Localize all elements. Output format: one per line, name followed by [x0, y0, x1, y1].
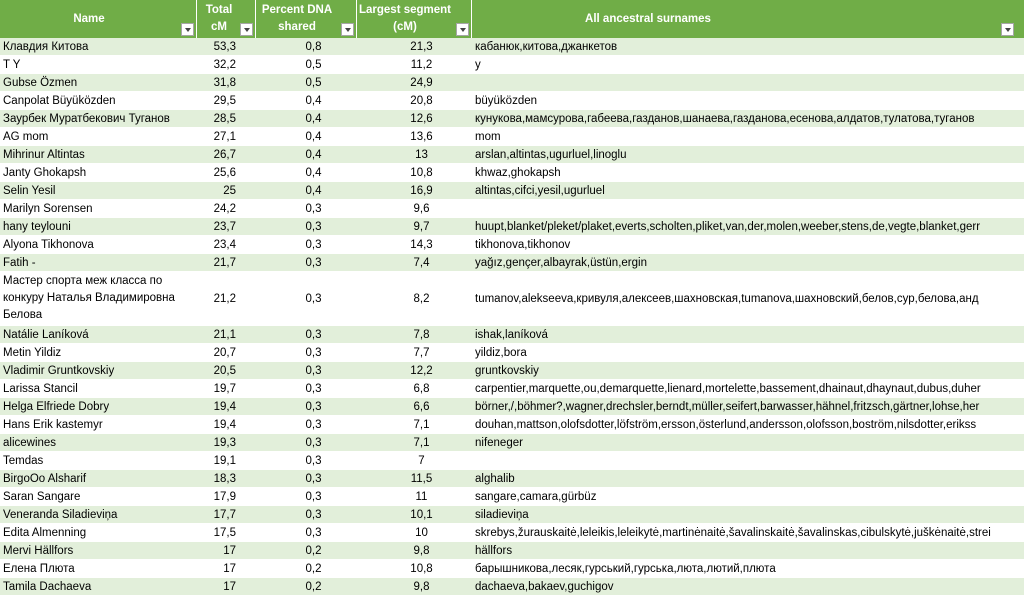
- cell-surnames[interactable]: büyüközden: [475, 94, 538, 107]
- cell-surnames[interactable]: кабанюк,китова,джанкетов: [475, 40, 618, 53]
- cell-spacer[interactable]: [241, 326, 256, 343]
- header-percent: [256, 0, 357, 38]
- cell-name[interactable]: Fatih -: [3, 256, 36, 269]
- table-row[interactable]: [0, 92, 1024, 110]
- cell-segment[interactable]: 12,2: [410, 364, 433, 377]
- cell-name[interactable]: hany teylouni: [3, 220, 71, 233]
- table-row[interactable]: [0, 434, 1024, 452]
- cell-surnames[interactable]: yağız,gençer,albayrak,üstün,ergin: [475, 256, 647, 269]
- cell-segment[interactable]: 16,9: [410, 184, 433, 197]
- cell-segment[interactable]: 7,8: [413, 328, 430, 341]
- cell-spacer[interactable]: [241, 182, 256, 199]
- cell-surnames[interactable]: tikhonova,tikhonov: [475, 238, 571, 251]
- cell-spacer[interactable]: [241, 218, 256, 235]
- table-row[interactable]: [0, 470, 1024, 488]
- cell-spacer[interactable]: [241, 146, 256, 163]
- table-row[interactable]: [0, 110, 1024, 128]
- cell-total-cm[interactable]: 17,9: [213, 490, 236, 503]
- cell-total-cm[interactable]: 24,2: [213, 202, 236, 215]
- cell-name[interactable]: Larissa Stancil: [3, 382, 78, 395]
- header-row: [0, 0, 1024, 38]
- cell-surnames[interactable]: ishak,laníková: [475, 328, 548, 341]
- cell-percent[interactable]: 0,3: [305, 454, 322, 467]
- cell-total-cm[interactable]: 19,7: [213, 382, 236, 395]
- table-row[interactable]: [0, 272, 1024, 326]
- table-row[interactable]: [0, 416, 1024, 434]
- cell-spacer[interactable]: [241, 254, 256, 271]
- cell-total-cm[interactable]: 31,8: [213, 76, 236, 89]
- cell-segment[interactable]: 7,1: [413, 418, 430, 431]
- cell-name[interactable]: Елена Плюта: [3, 562, 75, 575]
- cell-name[interactable]: Natálie Laníková: [3, 328, 89, 341]
- cell-name[interactable]: Mihrinur Altintas: [3, 148, 85, 161]
- table-row[interactable]: [0, 56, 1024, 74]
- cell-surnames[interactable]: huupt,blanket/pleket/plaket,everts,scholten,pliket,van,der,molen,weeber,stens,de,vegte,blanket,gerr: [475, 220, 981, 233]
- table-row[interactable]: [0, 506, 1024, 524]
- cell-surnames[interactable]: alghalib: [475, 472, 515, 485]
- cell-segment[interactable]: 7,4: [413, 256, 430, 269]
- cell-surnames[interactable]: altintas,cifci,yesil,ugurluel: [475, 184, 605, 197]
- cell-segment[interactable]: 11,5: [410, 472, 433, 485]
- cell-percent[interactable]: 0,3: [305, 292, 322, 305]
- cell-spacer[interactable]: [241, 236, 256, 253]
- cell-surnames[interactable]: börner,/,böhmer?,wagner,drechsler,berndt,müller,seifert,barwasser,hähnel,fritzsch,gärtner,lohse,her: [475, 400, 980, 413]
- cell-spacer[interactable]: [241, 92, 256, 109]
- cell-segment[interactable]: 10,8: [410, 562, 433, 575]
- header-name-label: Name: [73, 13, 105, 25]
- cell-surnames[interactable]: skrebys,žurauskaitė,leleikis,leleikytė,martinėnaitė,šavalinskaitė,šavalinskas,cibulskytė,juškėnaitė,strei: [475, 526, 991, 539]
- cell-percent[interactable]: 0,2: [305, 580, 322, 593]
- header-name: [0, 0, 197, 38]
- cell-spacer[interactable]: [241, 398, 256, 415]
- cell-name[interactable]: Marilyn Sorensen: [3, 202, 93, 215]
- cell-spacer[interactable]: [241, 164, 256, 181]
- cell-segment[interactable]: 10: [415, 526, 428, 539]
- cell-surnames[interactable]: y: [475, 58, 481, 71]
- cell-percent[interactable]: 0,3: [305, 238, 322, 251]
- cell-spacer[interactable]: [241, 470, 256, 487]
- cell-spacer[interactable]: [241, 452, 256, 469]
- header-total-cm-label: Total cM: [205, 4, 233, 33]
- cell-spacer[interactable]: [241, 362, 256, 379]
- filter-dropdown-segment-icon[interactable]: [456, 23, 469, 36]
- cell-total-cm[interactable]: 19,4: [213, 418, 236, 431]
- table-row[interactable]: [0, 254, 1024, 272]
- cell-percent[interactable]: 0,5: [305, 76, 322, 89]
- cell-surnames[interactable]: tumanov,alekseeva,кривуля,алексеев,шахновская,tumanova,шахновский,белов,сур,белова,анд: [475, 292, 979, 305]
- table-row[interactable]: [0, 362, 1024, 380]
- cell-segment[interactable]: 6,6: [413, 400, 430, 413]
- filter-dropdown-percent-icon[interactable]: [341, 23, 354, 36]
- cell-surnames[interactable]: dachaeva,bakaev,guchigov: [475, 580, 614, 593]
- cell-spacer[interactable]: [241, 56, 256, 73]
- cell-percent[interactable]: 0,3: [305, 328, 322, 341]
- cell-total-cm[interactable]: 19,4: [213, 400, 236, 413]
- cell-segment[interactable]: 10,1: [410, 508, 433, 521]
- table-row[interactable]: [0, 452, 1024, 470]
- cell-name[interactable]: BirgoOo Alsharif: [3, 472, 87, 485]
- filter-dropdown-total-cm-icon[interactable]: [240, 23, 253, 36]
- cell-surnames[interactable]: yildiz,bora: [475, 346, 527, 359]
- cell-segment[interactable]: 24,9: [410, 76, 433, 89]
- cell-segment[interactable]: 9,7: [413, 220, 430, 233]
- cell-total-cm[interactable]: 17: [223, 544, 236, 557]
- cell-segment[interactable]: 8,2: [413, 292, 430, 305]
- cell-name[interactable]: Mervi Hällfors: [3, 544, 74, 557]
- table-row[interactable]: [0, 74, 1024, 92]
- cell-surnames[interactable]: arslan,altintas,ugurluel,linoglu: [475, 148, 627, 161]
- cell-percent[interactable]: 0,4: [305, 166, 322, 179]
- cell-segment[interactable]: 11: [415, 490, 428, 503]
- cell-percent[interactable]: 0,5: [305, 58, 322, 71]
- table-row[interactable]: [0, 182, 1024, 200]
- cell-total-cm[interactable]: 19,1: [213, 454, 236, 467]
- cell-segment[interactable]: 7: [418, 454, 425, 467]
- cell-percent[interactable]: 0,4: [305, 184, 322, 197]
- cell-spacer[interactable]: [241, 560, 256, 577]
- cell-name[interactable]: Заурбек Муратбекович Туганов: [3, 112, 170, 125]
- table-row[interactable]: [0, 542, 1024, 560]
- table-row[interactable]: [0, 344, 1024, 362]
- table-row[interactable]: [0, 38, 1024, 56]
- cell-percent[interactable]: 0,2: [305, 544, 322, 557]
- cell-spacer[interactable]: [241, 272, 256, 325]
- header-segment-label: Largest segment (cM): [358, 4, 452, 33]
- cell-surnames[interactable]: барышникова,лесяк,гурський,гурська,люта,лютий,плюта: [475, 562, 776, 575]
- cell-name[interactable]: Клавдия Китова: [3, 40, 89, 53]
- cell-name[interactable]: Saran Sangare: [3, 490, 81, 503]
- cell-spacer[interactable]: [241, 38, 256, 55]
- cell-segment[interactable]: 7,1: [413, 436, 430, 449]
- cell-total-cm[interactable]: 21,2: [213, 292, 236, 305]
- cell-total-cm[interactable]: 17: [223, 580, 236, 593]
- cell-name[interactable]: Hans Erik kastemyr: [3, 418, 103, 431]
- header-surnames: [472, 0, 1024, 38]
- cell-total-cm[interactable]: 25: [223, 184, 236, 197]
- cell-surnames[interactable]: [472, 200, 1024, 217]
- cell-total-cm[interactable]: 29,5: [213, 94, 236, 107]
- cell-name[interactable]: Veneranda Siladieviņa: [3, 508, 118, 521]
- table-row[interactable]: [0, 146, 1024, 164]
- table-row[interactable]: [0, 164, 1024, 182]
- cell-total-cm[interactable]: 23,7: [213, 220, 236, 233]
- cell-name[interactable]: Helga Elfriede Dobry: [3, 400, 110, 413]
- cell-spacer[interactable]: [241, 434, 256, 451]
- cell-percent[interactable]: 0,3: [305, 346, 322, 359]
- cell-total-cm[interactable]: 17: [223, 562, 236, 575]
- cell-name[interactable]: Edita Almenning: [3, 526, 87, 539]
- cell-percent[interactable]: 0,4: [305, 112, 322, 125]
- cell-segment[interactable]: 12,6: [410, 112, 433, 125]
- cell-spacer[interactable]: [241, 110, 256, 127]
- cell-percent[interactable]: 0,4: [305, 148, 322, 161]
- cell-surnames[interactable]: nifeneger: [475, 436, 523, 449]
- cell-spacer[interactable]: [241, 578, 256, 595]
- cell-name[interactable]: Canpolat Büyüközden: [3, 94, 116, 107]
- cell-name[interactable]: Мастер спорта меж класса по конкуру Наталья Владимировна Белова: [3, 275, 175, 321]
- cell-percent[interactable]: 0,3: [305, 472, 322, 485]
- cell-percent[interactable]: 0,2: [305, 562, 322, 575]
- table-row[interactable]: [0, 488, 1024, 506]
- filter-dropdown-name-icon[interactable]: [181, 23, 194, 36]
- cell-spacer[interactable]: [241, 542, 256, 559]
- table-row[interactable]: [0, 578, 1024, 596]
- cell-surnames[interactable]: carpentier,marquette,ou,demarquette,lienard,mortelette,bassement,dhainaut,dhaynaut,dubus,duher: [475, 382, 981, 395]
- header-total-cm: [197, 0, 256, 38]
- cell-name[interactable]: Tamila Dachaeva: [3, 580, 92, 593]
- cell-surnames[interactable]: khwaz,ghokapsh: [475, 166, 561, 179]
- cell-total-cm[interactable]: 20,5: [213, 364, 236, 377]
- cell-name[interactable]: Vladimir Gruntkovskiy: [3, 364, 115, 377]
- cell-segment[interactable]: 9,8: [413, 544, 430, 557]
- table-row[interactable]: [0, 128, 1024, 146]
- cell-percent[interactable]: 0,4: [305, 94, 322, 107]
- cell-spacer[interactable]: [241, 344, 256, 361]
- cell-total-cm[interactable]: 28,5: [213, 112, 236, 125]
- cell-percent[interactable]: 0,3: [305, 490, 322, 503]
- cell-spacer[interactable]: [241, 506, 256, 523]
- cell-percent[interactable]: 0,8: [305, 40, 322, 53]
- cell-percent[interactable]: 0,3: [305, 220, 322, 233]
- cell-segment[interactable]: 10,8: [410, 166, 433, 179]
- table-body: [0, 38, 1024, 596]
- filter-dropdown-surnames-icon[interactable]: [1001, 23, 1014, 36]
- cell-name[interactable]: Alyona Tikhonova: [3, 238, 94, 251]
- cell-percent[interactable]: 0,3: [305, 436, 322, 449]
- cell-percent[interactable]: 0,3: [305, 256, 322, 269]
- header-percent-label: Percent DNA shared: [261, 4, 333, 33]
- table-row[interactable]: [0, 218, 1024, 236]
- cell-total-cm[interactable]: 23,4: [213, 238, 236, 251]
- cell-spacer[interactable]: [241, 74, 256, 91]
- cell-segment[interactable]: 13,6: [410, 130, 433, 143]
- cell-percent[interactable]: 0,3: [305, 400, 322, 413]
- cell-name[interactable]: AG mom: [3, 130, 49, 143]
- cell-total-cm[interactable]: 17,5: [213, 526, 236, 539]
- cell-total-cm[interactable]: 32,2: [213, 58, 236, 71]
- table-row[interactable]: [0, 236, 1024, 254]
- cell-segment[interactable]: 6,8: [413, 382, 430, 395]
- cell-segment[interactable]: 9,6: [413, 202, 430, 215]
- cell-spacer[interactable]: [241, 488, 256, 505]
- cell-surnames[interactable]: mom: [475, 130, 501, 143]
- cell-segment[interactable]: 20,8: [410, 94, 433, 107]
- table-row[interactable]: [0, 560, 1024, 578]
- cell-spacer[interactable]: [241, 524, 256, 541]
- cell-segment[interactable]: 9,8: [413, 580, 430, 593]
- cell-surnames[interactable]: [472, 74, 1024, 91]
- cell-total-cm[interactable]: 27,1: [213, 130, 236, 143]
- cell-surnames[interactable]: кунукова,мамсурова,габеева,газданов,шанаева,газданова,есенова,алдатов,тулатова,туганов: [475, 112, 975, 125]
- cell-spacer[interactable]: [241, 128, 256, 145]
- cell-total-cm[interactable]: 18,3: [213, 472, 236, 485]
- cell-name[interactable]: alicewines: [3, 436, 57, 449]
- cell-spacer[interactable]: [241, 416, 256, 433]
- cell-total-cm[interactable]: 26,7: [213, 148, 236, 161]
- header-surnames-label: All ancestral surnames: [585, 13, 711, 25]
- cell-surnames[interactable]: siladieviņa: [475, 508, 529, 521]
- cell-name[interactable]: Janty Ghokapsh: [3, 166, 87, 179]
- table-row[interactable]: [0, 380, 1024, 398]
- cell-name[interactable]: Temdas: [3, 454, 44, 467]
- cell-percent[interactable]: 0,4: [305, 130, 322, 143]
- cell-spacer[interactable]: [241, 380, 256, 397]
- cell-name[interactable]: T Y: [3, 58, 21, 71]
- table-row[interactable]: [0, 524, 1024, 542]
- cell-percent[interactable]: 0,3: [305, 418, 322, 431]
- cell-segment[interactable]: 7,7: [413, 346, 430, 359]
- cell-surnames[interactable]: hällfors: [475, 544, 513, 557]
- cell-percent[interactable]: 0,3: [305, 526, 322, 539]
- table-row[interactable]: [0, 200, 1024, 218]
- cell-percent[interactable]: 0,3: [305, 364, 322, 377]
- cell-surnames[interactable]: douhan,mattson,olofsdotter,löfström,ersson,österlund,andersson,olofsson,boström,nilsdotter,erikss: [475, 418, 977, 431]
- cell-total-cm[interactable]: 53,3: [213, 40, 236, 53]
- table-row[interactable]: [0, 326, 1024, 344]
- cell-percent[interactable]: 0,3: [305, 382, 322, 395]
- table-row[interactable]: [0, 398, 1024, 416]
- cell-segment[interactable]: 14,3: [410, 238, 433, 251]
- cell-name[interactable]: Metin Yildiz: [3, 346, 62, 359]
- cell-surnames[interactable]: sangare,camara,gürbüz: [475, 490, 597, 503]
- cell-total-cm[interactable]: 21,1: [213, 328, 236, 341]
- header-segment: [357, 0, 472, 38]
- cell-total-cm[interactable]: 21,7: [213, 256, 236, 269]
- cell-segment[interactable]: 11,2: [410, 58, 433, 71]
- cell-total-cm[interactable]: 17,7: [213, 508, 236, 521]
- cell-total-cm[interactable]: 20,7: [213, 346, 236, 359]
- cell-percent[interactable]: 0,3: [305, 202, 322, 215]
- cell-name[interactable]: Selin Yesil: [3, 184, 56, 197]
- cell-surnames[interactable]: gruntkovskiy: [475, 364, 539, 377]
- cell-total-cm[interactable]: 19,3: [213, 436, 236, 449]
- cell-name[interactable]: Gubse Özmen: [3, 76, 78, 89]
- cell-spacer[interactable]: [241, 200, 256, 217]
- cell-segment[interactable]: 21,3: [410, 40, 433, 53]
- cell-percent[interactable]: 0,3: [305, 508, 322, 521]
- cell-surnames[interactable]: [472, 452, 1024, 469]
- cell-total-cm[interactable]: 25,6: [213, 166, 236, 179]
- cell-segment[interactable]: 13: [415, 148, 428, 161]
